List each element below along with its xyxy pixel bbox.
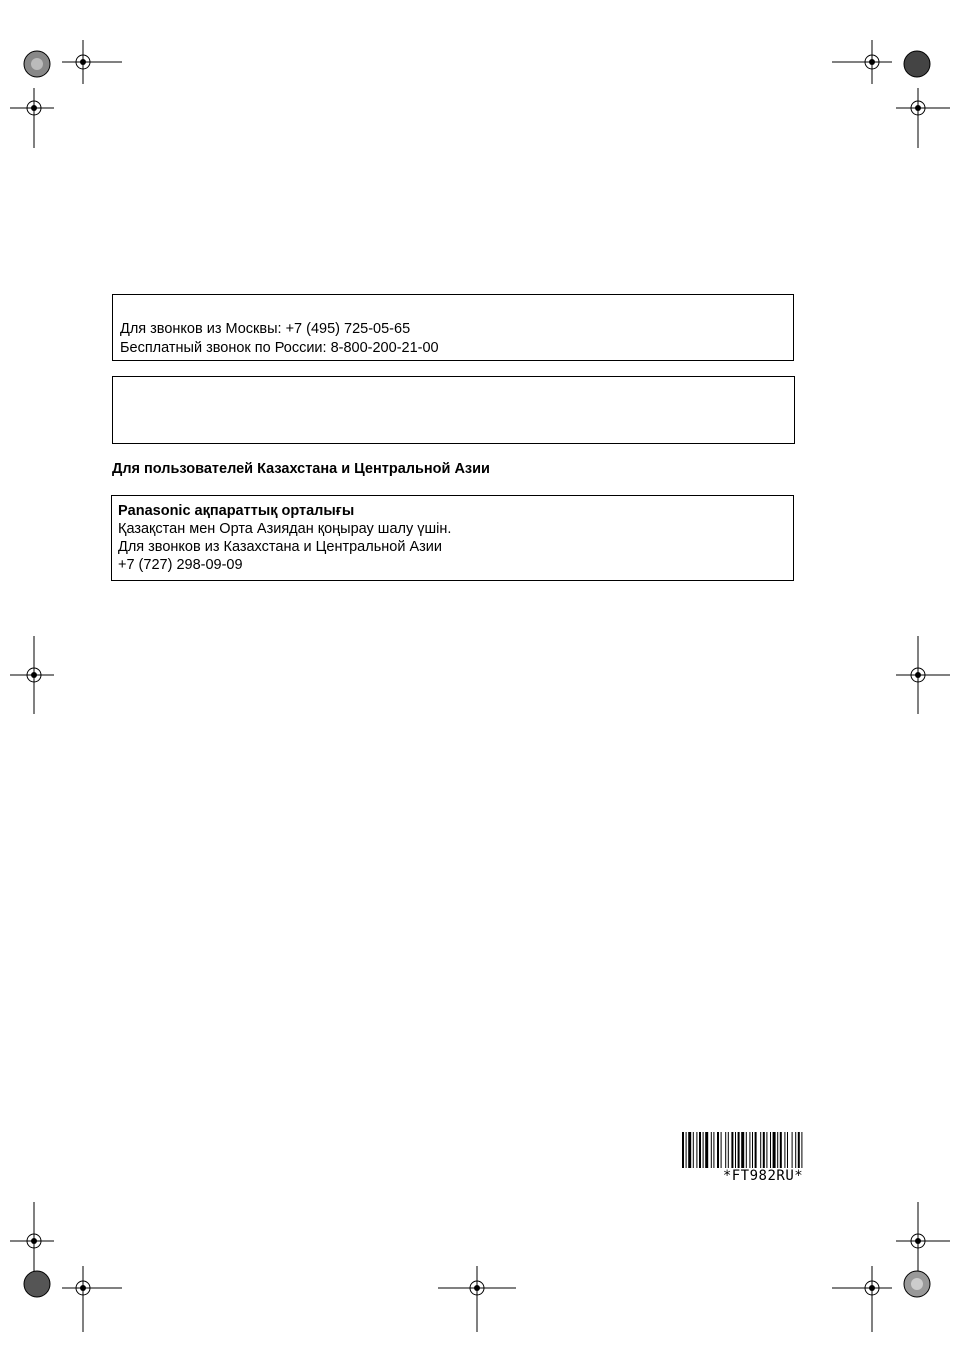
- registration-mark-mid-left: [10, 636, 54, 714]
- color-target-bottom-right: [903, 1270, 931, 1298]
- registration-mark-top-left: [62, 40, 122, 84]
- registration-mark-bottom-left-2: [62, 1266, 122, 1332]
- registration-mark-top-left-2: [10, 88, 54, 148]
- color-target-bottom-left: [23, 1270, 51, 1298]
- russia-contact-box: [112, 294, 794, 361]
- registration-mark-bottom-left: [10, 1202, 54, 1280]
- barcode: [682, 1132, 844, 1170]
- registration-mark-bottom-right: [896, 1202, 950, 1280]
- info-center-name: Panasonic ақпараттық орталығы: [118, 503, 355, 519]
- kazakhstan-contact-box: [111, 495, 794, 581]
- registration-mark-bottom-right-2: [832, 1266, 892, 1332]
- kazakh-call-line: Қазақстан мен Орта Азиядан қоңырау шалу үшін.: [118, 521, 452, 537]
- moscow-phone-line: Для звонков из Москвы: +7 (495) 725-05-65: [120, 321, 411, 337]
- barcode-text: *FT982RU*: [722, 1168, 804, 1184]
- kazakhstan-phone: +7 (727) 298-09-09: [118, 557, 243, 573]
- russian-call-line: Для звонков из Казахстана и Центральной Азии: [118, 539, 442, 555]
- registration-mark-bottom-center: [438, 1266, 516, 1332]
- color-target-top-left: [23, 50, 51, 78]
- registration-mark-top-right: [832, 40, 892, 84]
- registration-mark-mid-right: [896, 636, 950, 714]
- registration-mark-top-right-2: [896, 88, 950, 148]
- kazakhstan-heading: Для пользователей Казахстана и Центральной Азии: [112, 461, 490, 477]
- barcode-bars: [682, 1132, 844, 1168]
- empty-box: [112, 376, 795, 444]
- color-target-top-right: [903, 50, 931, 78]
- russia-free-phone-line: Бесплатный звонок по России: 8-800-200-21-00: [120, 340, 439, 356]
